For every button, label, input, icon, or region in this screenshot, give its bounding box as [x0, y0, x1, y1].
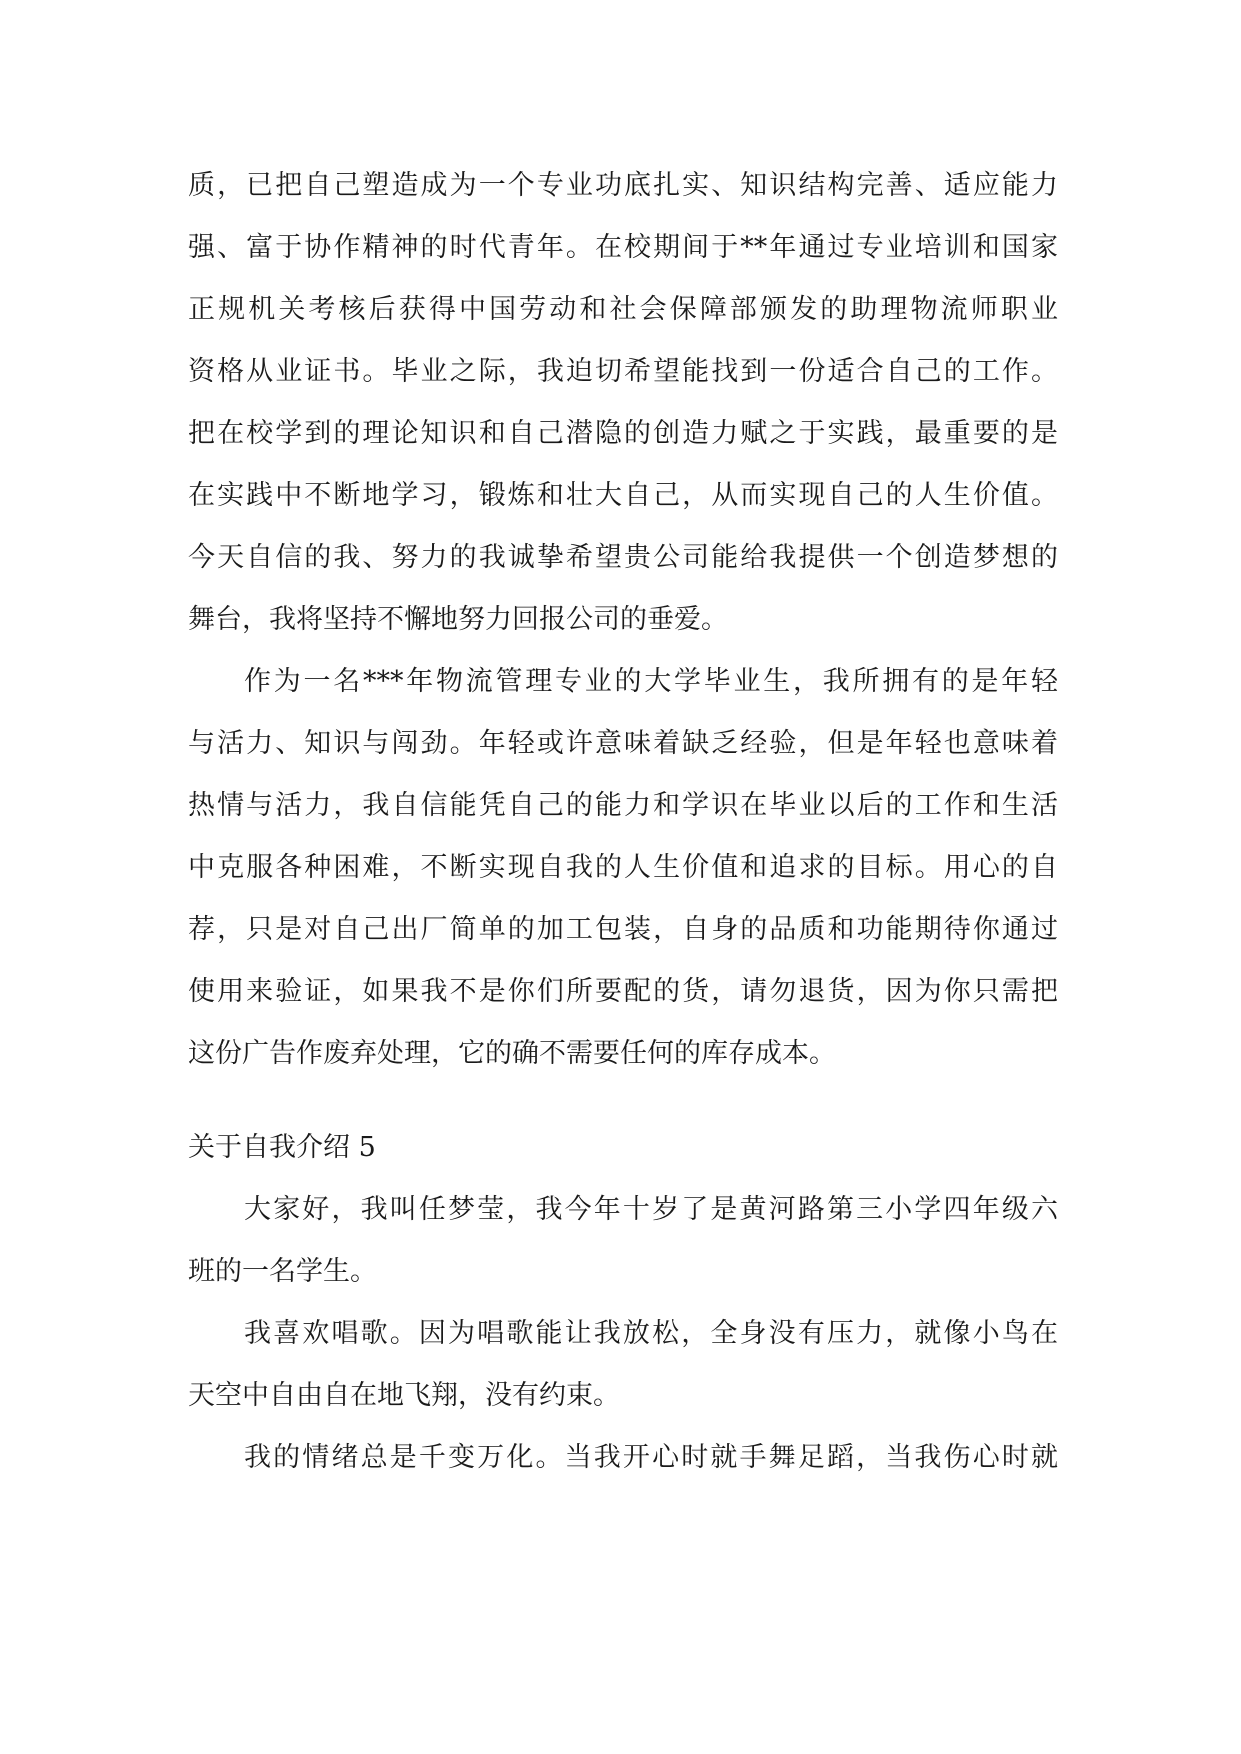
- paragraph-5: [188, 1427, 1058, 1489]
- paragraph-line: 使用来验证，如果我不是你们所要配的货，请勿退货，因为你只需把: [188, 976, 1058, 1007]
- paragraph-line: 强、富于协作精神的时代青年。在校期间于**年通过专业培训和国家: [188, 232, 1058, 263]
- paragraph-2: [188, 651, 1058, 1085]
- paragraph-line: 大家好，我叫任梦莹，我今年十岁了是黄河路第三小学四年级六: [244, 1194, 1058, 1225]
- paragraph-line: 中克服各种困难，不断实现自我的人生价值和追求的目标。用心的自: [188, 852, 1058, 883]
- paragraph-line: 我喜欢唱歌。因为唱歌能让我放松，全身没有压力，就像小鸟在: [244, 1318, 1058, 1349]
- paragraph-line: 舞台，我将坚持不懈地努力回报公司的垂爱。: [188, 604, 728, 635]
- paragraph-line: 与活力、知识与闯劲。年轻或许意味着缺乏经验，但是年轻也意味着: [188, 728, 1058, 759]
- paragraph-line: 质，已把自己塑造成为一个专业功底扎实、知识结构完善、适应能力: [188, 170, 1058, 201]
- paragraph-1: [188, 155, 1058, 651]
- paragraph-line: 班的一名学生。: [188, 1256, 377, 1287]
- paragraph-line: 荐，只是对自己出厂简单的加工包装，自身的品质和功能期待你通过: [188, 914, 1058, 945]
- paragraph-line: 作为一名***年物流管理专业的大学毕业生，我所拥有的是年轻: [244, 666, 1058, 697]
- paragraph-line: 在实践中不断地学习，锻炼和壮大自己，从而实现自己的人生价值。: [188, 480, 1058, 511]
- paragraph-3: [188, 1179, 1058, 1303]
- section-spacer: [188, 1085, 1058, 1117]
- document-body: [188, 155, 1058, 1489]
- paragraph-4: [188, 1303, 1058, 1427]
- paragraph-line: 今天自信的我、努力的我诚挚希望贵公司能给我提供一个创造梦想的: [188, 542, 1058, 573]
- paragraph-line: 资格从业证书。毕业之际，我迫切希望能找到一份适合自己的工作。: [188, 356, 1058, 387]
- paragraph-line: 正规机关考核后获得中国劳动和社会保障部颁发的助理物流师职业: [188, 294, 1058, 325]
- paragraph-line: 这份广告作废弃处理，它的确不需要任何的库存成本。: [188, 1038, 836, 1069]
- paragraph-line: 热情与活力，我自信能凭自己的能力和学识在毕业以后的工作和生活: [188, 790, 1058, 821]
- section-heading: 关于自我介绍 5: [188, 1132, 376, 1163]
- paragraph-line: 我的情绪总是千变万化。当我开心时就手舞足蹈，当我伤心时就: [244, 1442, 1058, 1473]
- paragraph-line: 天空中自由自在地飞翔，没有约束。: [188, 1380, 620, 1411]
- paragraph-line: 把在校学到的理论知识和自己潜隐的创造力赋之于实践，最重要的是: [188, 418, 1058, 449]
